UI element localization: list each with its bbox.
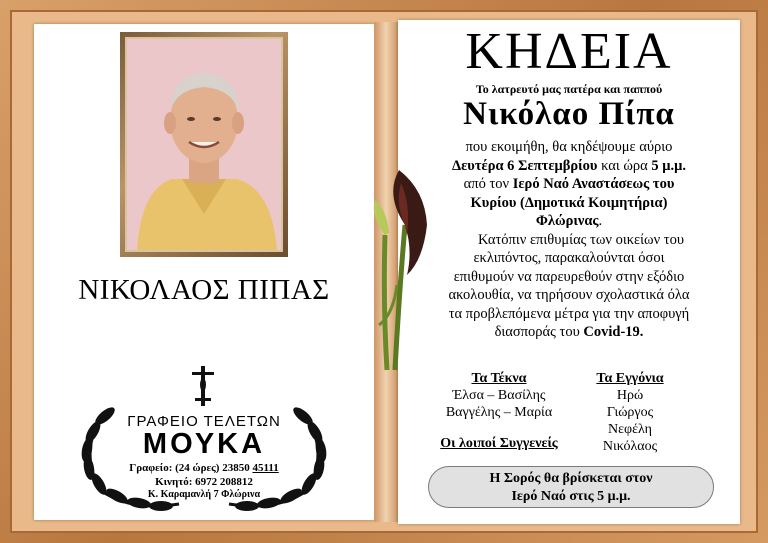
wish-line-6 <box>398 323 740 342</box>
funeral-date: Δευτέρα 6 Σεπτεμβρίου <box>452 157 598 174</box>
notice-line-1: Η Σορός θα βρίσκεται στον <box>489 471 653 486</box>
portrait-photo <box>125 37 283 252</box>
covid-label: Covid-19. <box>583 324 644 340</box>
place-end: . <box>598 213 603 229</box>
church-name-3: Φλώρινας <box>535 213 599 229</box>
list-item: Βαγγέλης – Μαρία <box>445 405 553 420</box>
funeral-home-address: Κ. Καραμανλή 7 Φλώρινα <box>147 489 261 500</box>
calla-lily-icon <box>365 165 435 375</box>
body-line-3 <box>398 175 740 194</box>
list-item: Νικόλαος <box>602 439 658 454</box>
funeral-home-title: ΓΡΑΦΕΙΟ ΤΕΛΕΤΩΝ <box>127 413 281 430</box>
wish-line-3: επιθυμούν να παρευρεθούν στην εξόδιο <box>453 268 685 285</box>
children-heading: Τα Τέκνα <box>471 371 527 386</box>
notice-line-2: Ιερό Ναό στις 5 μ.μ. <box>511 489 631 504</box>
grandchildren-column <box>570 370 690 455</box>
office-phone-tail: 45111 <box>252 462 279 474</box>
funeral-home-logo <box>69 364 339 514</box>
funeral-time: 5 μ.μ. <box>651 157 686 174</box>
intro-line: Το λατρευτό μας πατέρα και παππού <box>475 82 663 96</box>
other-relatives: Οι λοιποί Συγγενείς <box>440 436 558 451</box>
church-name-2: Κυρίου (Δημοτικά Κοιμητήρια) <box>470 194 668 211</box>
left-page <box>34 24 374 520</box>
deceased-name: ΝΙΚΟΛΑΟΣ ΠΙΠΑΣ <box>78 274 330 306</box>
time-prefix: και ώρα <box>597 157 652 174</box>
portrait-illustration <box>127 39 281 250</box>
wish-line-1: Κατόπιν επιθυμίας των οικείων του <box>477 231 685 248</box>
grandchildren-heading: Τα Εγγόνια <box>596 371 664 386</box>
list-item: Γιώργος <box>606 405 654 420</box>
list-item: Ηρώ <box>616 388 644 403</box>
notice-title: ΚΗΔΕΙΑ <box>465 23 673 80</box>
office-phone-label: Γραφείο: (24 ώρες) 23850 <box>129 462 250 474</box>
wish-line-4: ακολουθία, να τηρήσουν σχολαστικά όλα <box>448 287 690 303</box>
list-item: Νεφέλη <box>608 422 652 437</box>
list-item: Έλσα – Βασίλης <box>452 388 546 403</box>
wish-line-2: εκλιπόντος, παρακαλούνται όσοι <box>473 250 665 266</box>
announcement-body <box>398 138 740 342</box>
place-prefix: από τον <box>463 176 513 192</box>
viewing-notice <box>428 466 714 508</box>
body-line-4 <box>398 194 740 213</box>
office-phone <box>69 462 339 474</box>
wish-6-prefix: διασποράς του <box>494 324 584 340</box>
right-page <box>398 20 740 524</box>
church-name-1: Ιερό Ναό Αναστάσεως του <box>512 176 675 192</box>
body-line-5 <box>398 212 740 231</box>
funeral-home-brand: ΜΟΥΚΑ <box>142 428 266 460</box>
children-column <box>424 370 574 421</box>
deceased-name-large: Νικόλαο Πίπα <box>463 96 675 132</box>
body-line-1: που εκοιμήθη, θα κηδέψουμε αύριο <box>465 139 673 155</box>
mobile-phone: Κινητό: 6972 208812 <box>155 476 253 488</box>
body-line-2 <box>398 157 740 176</box>
portrait-frame <box>120 32 288 257</box>
wish-line-5: τα προβλεπόμενα μέτρα για την αποφυγή <box>448 305 690 322</box>
